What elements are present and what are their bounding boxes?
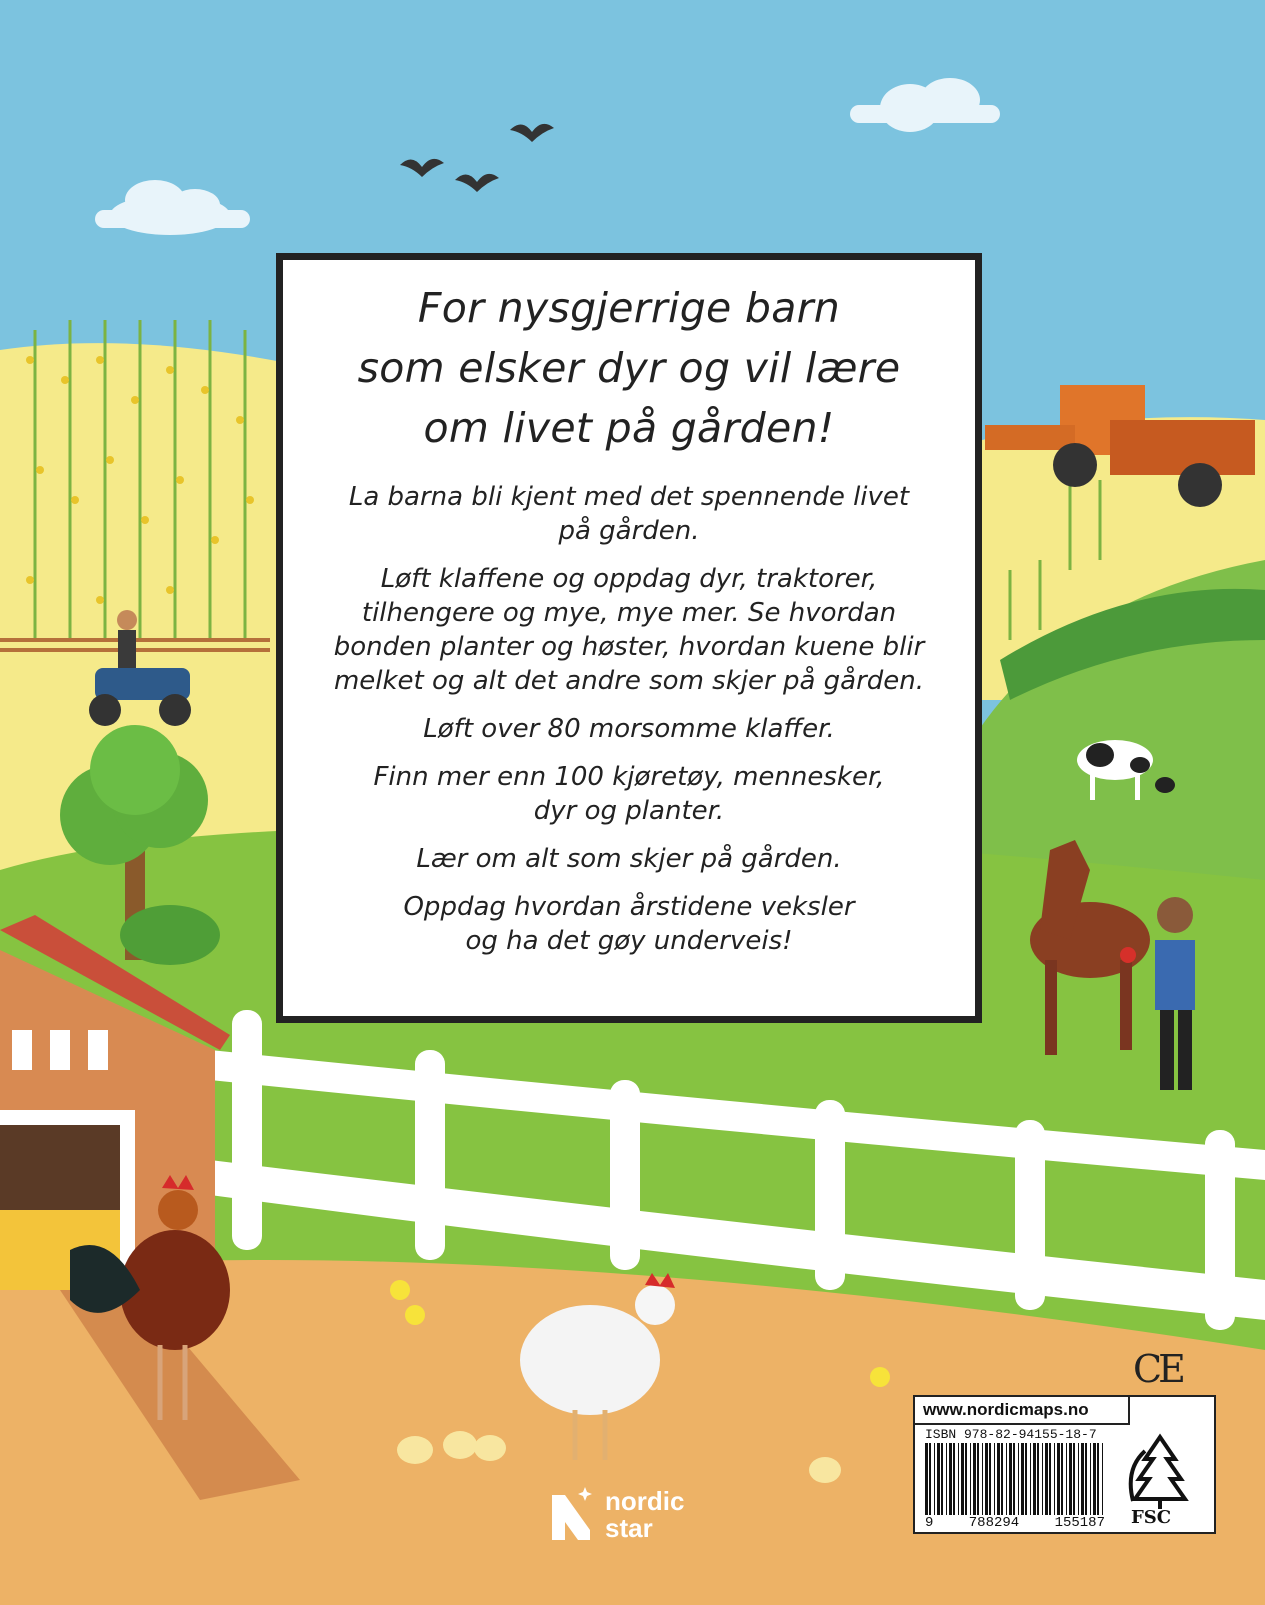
barcode-bar bbox=[1066, 1443, 1067, 1515]
barcode-bar bbox=[1025, 1443, 1027, 1515]
isbn-text: ISBN 978-82-94155-18-7 bbox=[925, 1427, 1097, 1442]
barcode-bar bbox=[1018, 1443, 1019, 1515]
barcode-bar bbox=[1073, 1443, 1075, 1515]
headline-line: For nysgjerrige barn bbox=[417, 284, 841, 332]
barcode-bar bbox=[977, 1443, 979, 1515]
barcode bbox=[925, 1443, 1105, 1515]
barcode-bar bbox=[1102, 1443, 1103, 1515]
barcode-bar bbox=[1033, 1443, 1036, 1515]
barcode-bar bbox=[1042, 1443, 1043, 1515]
barcode-bar bbox=[997, 1443, 1000, 1515]
barcode-bar bbox=[1057, 1443, 1060, 1515]
barcode-bar bbox=[994, 1443, 995, 1515]
barcode-bar bbox=[946, 1443, 947, 1515]
barcode-bar bbox=[961, 1443, 964, 1515]
barcode-bar bbox=[1061, 1443, 1063, 1515]
barcode-digit-group: 9 bbox=[925, 1515, 934, 1531]
barcode-panel bbox=[913, 1395, 1216, 1534]
barcode-bar bbox=[1013, 1443, 1015, 1515]
barcode-bar bbox=[1078, 1443, 1079, 1515]
paragraph: Lær om alt som skjer på gården. bbox=[416, 844, 842, 874]
barcode-bar bbox=[989, 1443, 991, 1515]
headline-line: som elsker dyr og vil lære bbox=[357, 344, 901, 392]
barcode-digit-group: 155187 bbox=[1054, 1515, 1105, 1531]
barcode-bar bbox=[1081, 1443, 1084, 1515]
barcode-bar bbox=[1085, 1443, 1087, 1515]
publisher-name-line: star bbox=[605, 1513, 653, 1543]
barcode-bar bbox=[941, 1443, 943, 1515]
website-url: www.nordicmaps.no bbox=[915, 1397, 1130, 1425]
barcode-bar bbox=[1030, 1443, 1031, 1515]
barcode-bar bbox=[965, 1443, 967, 1515]
publisher-name-line: nordic bbox=[605, 1486, 685, 1516]
barcode-bar bbox=[970, 1443, 971, 1515]
barcode-bar bbox=[1090, 1443, 1091, 1515]
paragraph: Oppdag hvordan årstidene veksler og ha det gøy underveis! bbox=[403, 892, 855, 956]
barcode-bar bbox=[985, 1443, 988, 1515]
barcode-bar bbox=[925, 1443, 928, 1515]
paragraph: Løft over 80 morsomme klaffer. bbox=[423, 714, 835, 744]
barcode-bar bbox=[949, 1443, 952, 1515]
barcode-bar bbox=[1006, 1443, 1007, 1515]
paragraph: Løft klaffene og oppdag dyr, traktorer, tilhengere og mye, mye mer. Se hvordan bonden planter og høster, hvordan kuene blir melket og alt det andre som skjer på gården. bbox=[333, 564, 925, 696]
barcode-bar bbox=[1037, 1443, 1039, 1515]
paragraph: Finn mer enn 100 kjøretøy, mennesker, dyr og planter. bbox=[373, 762, 885, 826]
headline-line: om livet på gården! bbox=[423, 404, 835, 452]
barcode-bar bbox=[958, 1443, 959, 1515]
barcode-bar bbox=[1093, 1443, 1096, 1515]
ce-mark: CE bbox=[1133, 1347, 1182, 1391]
publisher-name bbox=[605, 1488, 684, 1542]
barcode-bar bbox=[1001, 1443, 1003, 1515]
barcode-bar bbox=[1097, 1443, 1099, 1515]
barcode-digit-group: 788294 bbox=[968, 1515, 1020, 1531]
barcode-bar bbox=[929, 1443, 931, 1515]
barcode-digits bbox=[925, 1515, 1105, 1531]
barcode-bar bbox=[973, 1443, 976, 1515]
barcode-bar bbox=[1069, 1443, 1072, 1515]
paragraph: La barna bli kjent med det spennende livet på gården. bbox=[348, 482, 910, 546]
barcode-bar bbox=[934, 1443, 935, 1515]
barcode-bar bbox=[1054, 1443, 1055, 1515]
barcode-bar bbox=[1021, 1443, 1024, 1515]
barcode-bar bbox=[982, 1443, 983, 1515]
barcode-bar bbox=[953, 1443, 955, 1515]
headline bbox=[323, 278, 935, 458]
barcode-bar bbox=[937, 1443, 940, 1515]
description-box bbox=[276, 253, 982, 1023]
barcode-bar bbox=[1049, 1443, 1051, 1515]
barcode-bar bbox=[1009, 1443, 1012, 1515]
barcode-bar bbox=[1045, 1443, 1048, 1515]
fsc-label: FSC bbox=[1131, 1507, 1172, 1528]
